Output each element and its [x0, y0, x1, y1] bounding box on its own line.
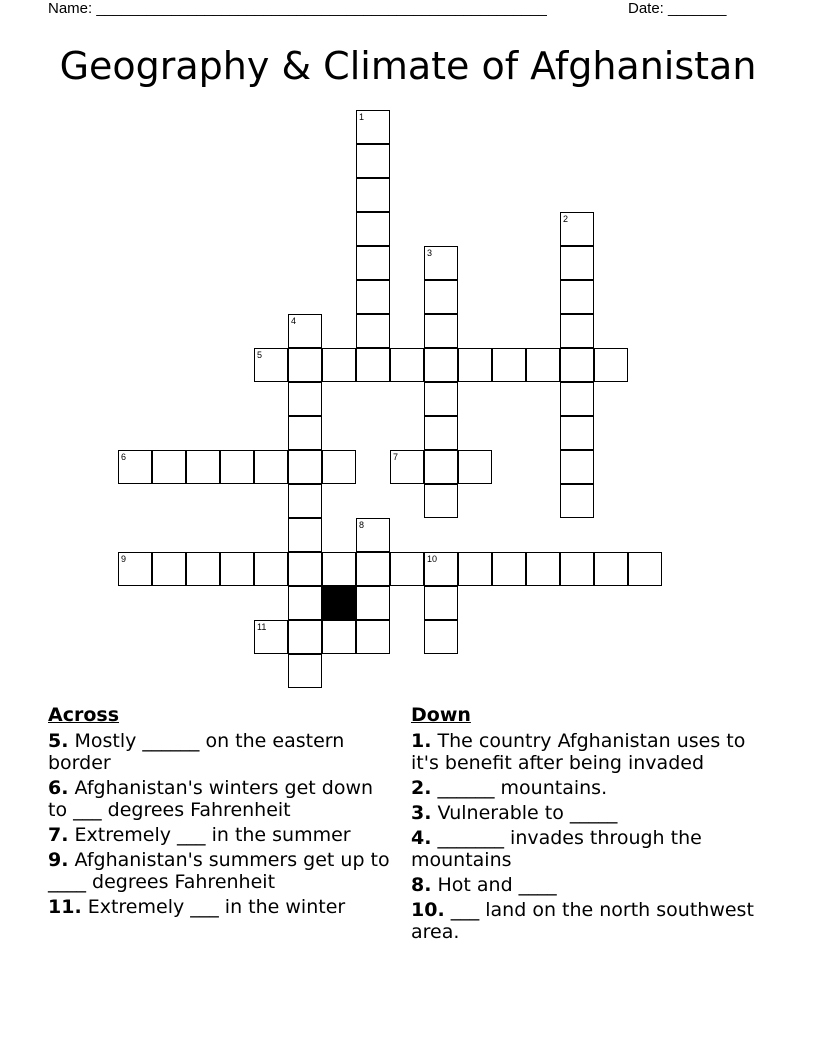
down-clues: [411, 702, 761, 946]
clue-number: 5.: [48, 730, 69, 752]
grid-cell[interactable]: [356, 518, 390, 552]
grid-cell[interactable]: [254, 620, 288, 654]
cell-number: 6: [121, 452, 127, 462]
grid-cell[interactable]: [424, 348, 458, 382]
grid-cell[interactable]: [356, 620, 390, 654]
grid-cell[interactable]: [186, 552, 220, 586]
grid-cell[interactable]: [288, 586, 322, 620]
clue-text: ______ mountains.: [437, 777, 608, 799]
clue-text: ___ land on the north southwest area.: [411, 899, 754, 943]
cell-number: 2: [563, 214, 569, 224]
grid-cell[interactable]: [288, 620, 322, 654]
grid-cell[interactable]: [356, 586, 390, 620]
clue-number: 11.: [48, 896, 82, 918]
grid-cell[interactable]: [424, 586, 458, 620]
down-heading: Down: [411, 704, 471, 726]
grid-cell[interactable]: [594, 348, 628, 382]
down-clue: [411, 899, 761, 943]
grid-cell[interactable]: [560, 246, 594, 280]
clue-text: _______ invades through the mountains: [411, 827, 702, 871]
cell-number: 1: [359, 112, 365, 122]
grid-cell[interactable]: [322, 348, 356, 382]
clue-number: 7.: [48, 824, 69, 846]
grid-cell[interactable]: [356, 552, 390, 586]
grid-cell[interactable]: [424, 280, 458, 314]
clue-number: 8.: [411, 874, 432, 896]
grid-cell[interactable]: [560, 314, 594, 348]
grid-cell[interactable]: [356, 178, 390, 212]
down-clue: [411, 874, 761, 896]
across-clue: [48, 777, 398, 821]
clue-number: 9.: [48, 849, 69, 871]
grid-cell[interactable]: [492, 552, 526, 586]
grid-cell[interactable]: [118, 552, 152, 586]
grid-cell[interactable]: [424, 450, 458, 484]
cell-number: 4: [291, 316, 297, 326]
cell-number: 5: [257, 350, 263, 360]
clue-text: Extremely ___ in the winter: [87, 896, 346, 918]
clue-text: Afghanistan's summers get up to ____ degrees Fahrenheit: [48, 849, 390, 893]
clue-number: 6.: [48, 777, 69, 799]
across-heading: Across: [48, 704, 120, 726]
grid-cell[interactable]: [390, 450, 424, 484]
clue-text: Vulnerable to _____: [437, 802, 618, 824]
grid-cell[interactable]: [322, 620, 356, 654]
across-clue: [48, 824, 398, 846]
grid-cell[interactable]: [288, 552, 322, 586]
cell-number: 8: [359, 520, 365, 530]
grid-cell[interactable]: [288, 348, 322, 382]
cell-number: 9: [121, 554, 127, 564]
grid-cell[interactable]: [526, 552, 560, 586]
grid-cell[interactable]: [118, 450, 152, 484]
down-clue: [411, 827, 761, 871]
grid-cell[interactable]: [356, 212, 390, 246]
grid-cell[interactable]: [458, 450, 492, 484]
grid-cell[interactable]: [220, 450, 254, 484]
clue-text: Extremely ___ in the summer: [74, 824, 351, 846]
grid-cell[interactable]: [254, 552, 288, 586]
grid-cell[interactable]: [424, 314, 458, 348]
name-field[interactable]: Name: ______________________________________________________: [48, 0, 547, 17]
clue-number: 1.: [411, 730, 432, 752]
grid-cell[interactable]: [322, 552, 356, 586]
grid-cell[interactable]: [560, 348, 594, 382]
grid-cell[interactable]: [560, 416, 594, 450]
grid-cell[interactable]: [356, 348, 390, 382]
grid-cell[interactable]: [390, 348, 424, 382]
grid-cell[interactable]: [186, 450, 220, 484]
grid-cell[interactable]: [424, 620, 458, 654]
header-fields: [48, 0, 748, 18]
across-clue: [48, 896, 398, 918]
clue-number: 10.: [411, 899, 445, 921]
grid-cell[interactable]: [356, 280, 390, 314]
grid-cell[interactable]: [424, 552, 458, 586]
clue-text: Mostly ______ on the eastern border: [48, 730, 345, 774]
grid-cell[interactable]: [560, 280, 594, 314]
grid-block-cell: [322, 586, 356, 620]
grid-cell[interactable]: [628, 552, 662, 586]
grid-cell[interactable]: [288, 314, 322, 348]
grid-cell[interactable]: [288, 654, 322, 688]
grid-cell[interactable]: [424, 416, 458, 450]
grid-cell[interactable]: [560, 484, 594, 518]
across-clue: [48, 849, 398, 893]
grid-cell[interactable]: [356, 144, 390, 178]
cell-number: 3: [427, 248, 433, 258]
grid-cell[interactable]: [254, 348, 288, 382]
grid-cell[interactable]: [560, 450, 594, 484]
grid-cell[interactable]: [526, 348, 560, 382]
grid-cell[interactable]: [594, 552, 628, 586]
cell-number: 11: [257, 622, 267, 632]
grid-cell[interactable]: [356, 246, 390, 280]
grid-cell[interactable]: [288, 450, 322, 484]
grid-cell[interactable]: [288, 484, 322, 518]
across-clue: [48, 730, 398, 774]
grid-cell[interactable]: [152, 552, 186, 586]
date-field[interactable]: Date: _______: [628, 0, 727, 17]
grid-cell[interactable]: [288, 416, 322, 450]
clue-number: 4.: [411, 827, 432, 849]
grid-cell[interactable]: [424, 246, 458, 280]
grid-cell[interactable]: [220, 552, 254, 586]
clue-number: 3.: [411, 802, 432, 824]
grid-cell[interactable]: [254, 450, 288, 484]
grid-cell[interactable]: [424, 484, 458, 518]
grid-cell[interactable]: [492, 348, 526, 382]
grid-cell[interactable]: [152, 450, 186, 484]
clue-text: The country Afghanistan uses to it's benefit after being invaded: [411, 730, 746, 774]
down-clue: [411, 730, 761, 774]
cell-number: 7: [393, 452, 399, 462]
grid-cell[interactable]: [390, 552, 424, 586]
grid-cell[interactable]: [356, 314, 390, 348]
grid-cell[interactable]: [560, 212, 594, 246]
grid-cell[interactable]: [288, 382, 322, 416]
clue-number: 2.: [411, 777, 432, 799]
down-clue: [411, 777, 761, 799]
grid-cell[interactable]: [288, 518, 322, 552]
down-clue: [411, 802, 761, 824]
cell-number: 10: [427, 554, 438, 564]
puzzle-title: Geography & Climate of Afghanistan: [59, 44, 757, 88]
clue-text: Afghanistan's winters get down to ___ degrees Fahrenheit: [48, 777, 374, 821]
clue-text: Hot and ____: [437, 874, 557, 896]
grid-cell[interactable]: [356, 110, 390, 144]
grid-cell[interactable]: [560, 552, 594, 586]
grid-cell[interactable]: [458, 552, 492, 586]
across-clues: [48, 702, 398, 921]
grid-cell[interactable]: [322, 450, 356, 484]
grid-cell[interactable]: [424, 382, 458, 416]
grid-cell[interactable]: [560, 382, 594, 416]
grid-cell[interactable]: [458, 348, 492, 382]
